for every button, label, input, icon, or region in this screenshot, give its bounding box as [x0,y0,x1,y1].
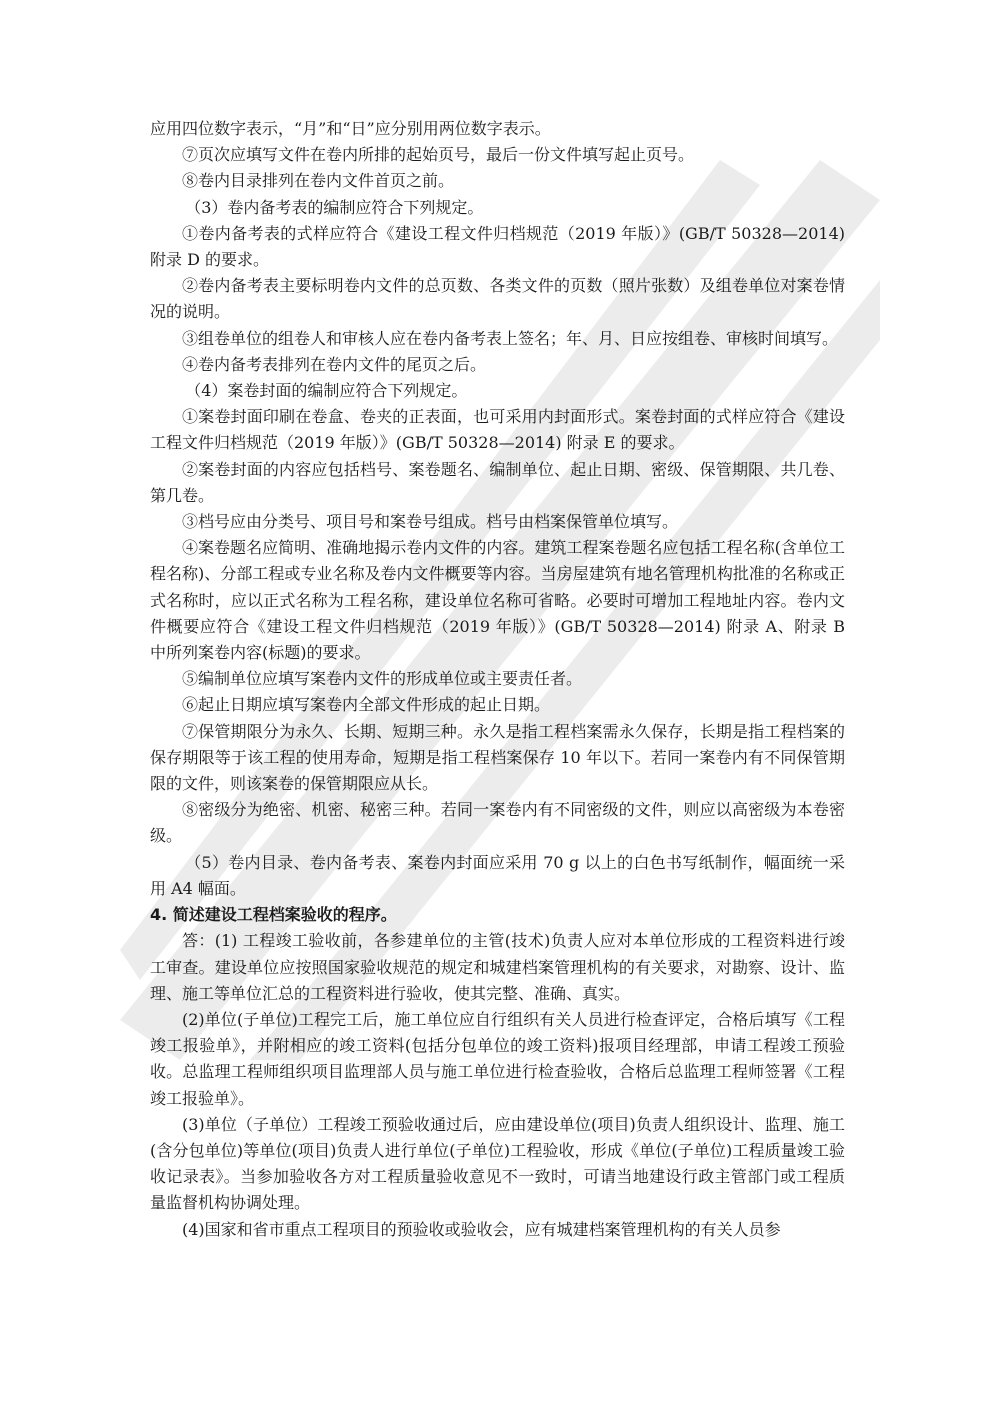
paragraph: ②卷内备考表主要标明卷内文件的总页数、各类文件的页数（照片张数）及组卷单位对案卷情况的说明。 [150,276,845,322]
paragraph: ④案卷题名应简明、准确地揭示卷内文件的内容。建筑工程案卷题名应包括工程名称(含单位工程名称)、分部工程或专业名称及卷内文件概要等内容。当房屋建筑有地名管理机构批准的名称或正式名称时，应以正式名称为工程名称，建设单位名称可省略。必要时可增加工程地址内容。卷内文件概要应符合《建设工程文件归档规范（2019 年版）》(GB/T 50328—2014) 附录 A、附录 B 中所列案卷内容(标题)的要求。 [150,538,845,663]
paragraph: ⑦页次应填写文件在卷内所排的起始页号，最后一份文件填写起止页号。 [182,145,695,165]
paragraph: (2)单位(子单位)工程完工后，施工单位应自行组织有关人员进行检查评定，合格后填写《工程竣工报验单》，并附相应的竣工资料(包括分包单位的竣工资料)报项目经理部，申请工程竣工预验收。总监理工程师组织项目监理部人员与施工单位进行检查验收，合格后总监理工程师签署《工程竣工报验单》。 [150,1009,845,1108]
paragraph: ③组卷单位的组卷人和审核人应在卷内备考表上签名；年、月、日应按组卷、审核时间填写。 [182,328,839,348]
paragraph: (4)国家和省市重点工程项目的预验收或验收会，应有城建档案管理机构的有关人员参 [182,1219,781,1239]
document-body [150,116,845,1243]
paragraph: ①案卷封面印刷在卷盒、卷夹的正表面，也可采用内封面形式。案卷封面的式样应符合《建设工程文件归档规范（2019 年版）》(GB/T 50328—2014) 附录 E 的要求。 [150,407,845,453]
paragraph: （4）案卷封面的编制应符合下列规定。 [185,381,468,401]
paragraph: （3）卷内备考表的编制应符合下列规定。 [185,197,484,217]
paragraph: ⑧密级分为绝密、机密、秘密三种。若同一案卷内有不同密级的文件，则应以高密级为本卷密级。 [150,800,845,846]
paragraph: (3)单位（子单位）工程竣工预验收通过后，应由建设单位(项目)负责人组织设计、监理、施工(含分包单位)等单位(项目)负责人进行单位(子单位)工程验收，形成《单位(子单位)工程质量竣工验收记录表》。当参加验收各方对工程质量验收意见不一致时，可请当地建设行政主管部门或工程质量监督机构协调处理。 [150,1114,845,1213]
paragraph: （5）卷内目录、卷内备考表、案卷内封面应采用 70 g 以上的白色书写纸制作，幅面统一采用 A4 幅面。 [150,852,845,898]
section-heading: 4. 简述建设工程档案验收的程序。 [150,905,397,925]
paragraph: 应用四位数字表示，“月”和“日”应分别用两位数字表示。 [150,119,551,138]
paragraph: ①卷内备考表的式样应符合《建设工程文件归档规范（2019 年版）》(GB/T 50328—2014) 附录 D 的要求。 [150,223,845,270]
paragraph: ⑦保管期限分为永久、长期、短期三种。永久是指工程档案需永久保存，长期是指工程档案的保存期限等于该工程的使用寿命，短期是指工程档案保存 10 年以下。若同一案卷内有不同保管期限的文件，则该案卷的保管期限应从长。 [150,721,845,794]
paragraph: ④卷内备考表排列在卷内文件的尾页之后。 [182,354,487,374]
paragraph: ⑤编制单位应填写案卷内文件的形成单位或主要责任者。 [182,669,583,689]
paragraph: ③档号应由分类号、项目号和案卷号组成。档号由档案保管单位填写。 [182,512,679,532]
paragraph: ②案卷封面的内容应包括档号、案卷题名、编制单位、起止日期、密级、保管期限、共几卷、第几卷。 [150,459,845,505]
paragraph: ⑧卷内目录排列在卷内文件首页之前。 [182,171,455,191]
paragraph: ⑥起止日期应填写案卷内全部文件形成的起止日期。 [182,695,551,715]
paragraph: 答：(1) 工程竣工验收前，各参建单位的主管(技术)负责人应对本单位形成的工程资料进行竣工审查。建设单位应按照国家验收规范的规定和城建档案管理机构的有关要求，对勘察、设计、监理、施工等单位汇总的工程资料进行验收，使其完整、准确、真实。 [150,931,845,1003]
